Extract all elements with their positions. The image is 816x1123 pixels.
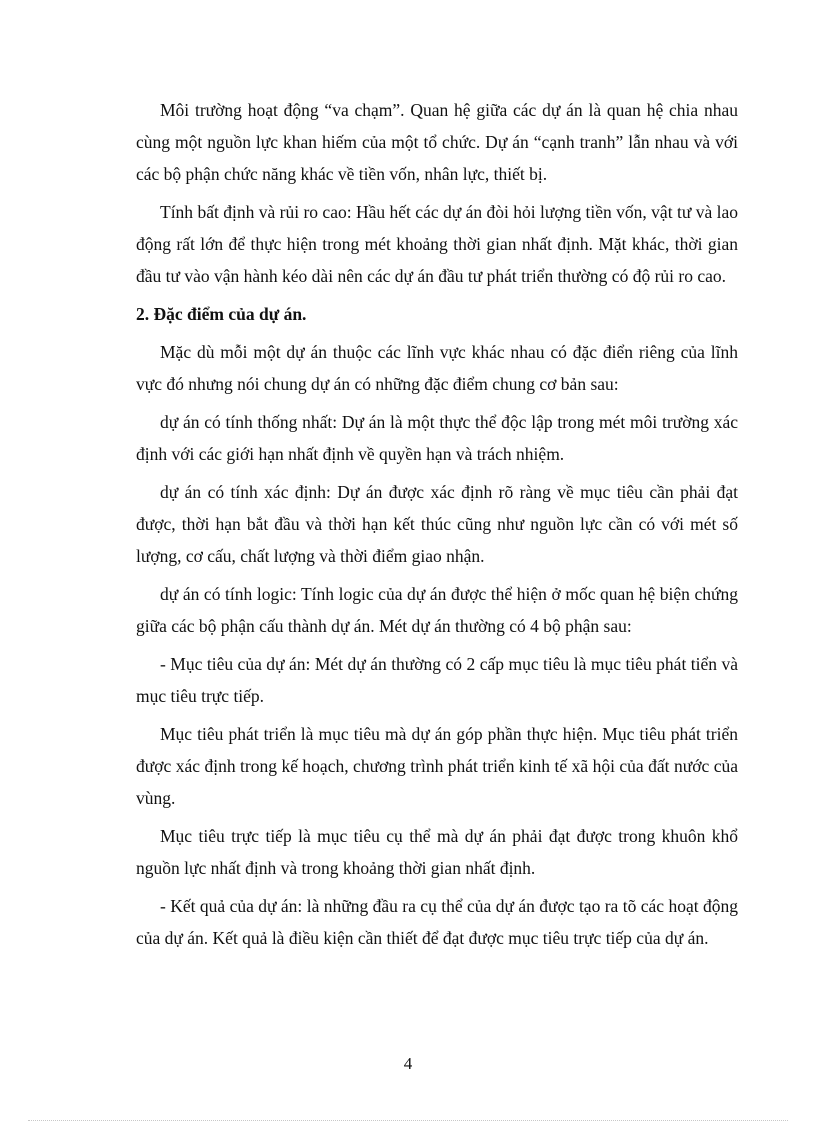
page-body [136, 94, 738, 960]
paragraph-unity: dự án có tính thống nhất: Dự án là một thực thể độc lập trong mét môi trường xác định với các giới hạn nhất định về quyền hạn và trách nhiệm. [136, 412, 738, 464]
paragraph-definiteness: dự án có tính xác định: Dự án được xác định rõ ràng về mục tiêu cần phải đạt được, thời hạn bắt đầu và thời hạn kết thúc cũng như nguồn lực cần có với mét số lượng, cơ cấu, chất lượng và thời điểm giao nhận. [136, 482, 738, 566]
paragraph-objectives: - Mục tiêu của dự án: Mét dự án thường có 2 cấp mục tiêu là mục tiêu phát tiển và mục tiêu trực tiếp. [136, 654, 738, 706]
paragraph-features-intro: Mặc dù mỗi một dự án thuộc các lĩnh vực khác nhau có đặc điển riêng của lĩnh vực đó nhưng nói chung dự án có những đặc điểm chung cơ bản sau: [136, 342, 738, 394]
paragraph-results: - Kết quả của dự án: là những đầu ra cụ thể của dự án được tạo ra tõ các hoạt động của dự án. Kết quả là điều kiện cần thiết để đạt được mục tiêu trực tiếp của dự án. [136, 896, 738, 948]
paragraph-logic: dự án có tính logic: Tính logic của dự án được thể hiện ở mốc quan hệ biện chứng giữa các bộ phận cấu thành dự án. Mét dự án thường có 4 bộ phận sau: [136, 584, 738, 636]
page-number: 4 [403, 1054, 413, 1073]
paragraph-uncertainty-risk: Tính bất định và rủi ro cao: Hầu hết các dự án đòi hỏi lượng tiền vốn, vật tư và lao động rất lớn để thực hiện trong mét khoảng thời gian nhất định. Mặt khác, thời gian đầu tư vào vận hành kéo dài nên các dự án đầu tư phát triển thường có độ rủi ro cao. [136, 202, 738, 286]
section-heading: 2. Đặc điểm của dự án. [136, 304, 307, 324]
paragraph-development-objective: Mục tiêu phát triển là mục tiêu mà dự án góp phần thực hiện. Mục tiêu phát triển được xác định trong kế hoạch, chương trình phát triển kinh tế xã hội của đất nước của vùng. [136, 724, 738, 808]
footer-divider [28, 1120, 788, 1121]
paragraph-direct-objective: Mục tiêu trực tiếp là mục tiêu cụ thể mà dự án phải đạt được trong khuôn khổ nguồn lực nhất định và trong khoảng thời gian nhất định. [136, 826, 738, 878]
paragraph-environment: Môi trường hoạt động “va chạm”. Quan hệ giữa các dự án là quan hệ chia nhau cùng một nguồn lực khan hiếm của một tổ chức. Dự án “cạnh tranh” lẫn nhau và với các bộ phận chức năng khác về tiền vốn, nhân lực, thiết bị. [136, 100, 738, 184]
